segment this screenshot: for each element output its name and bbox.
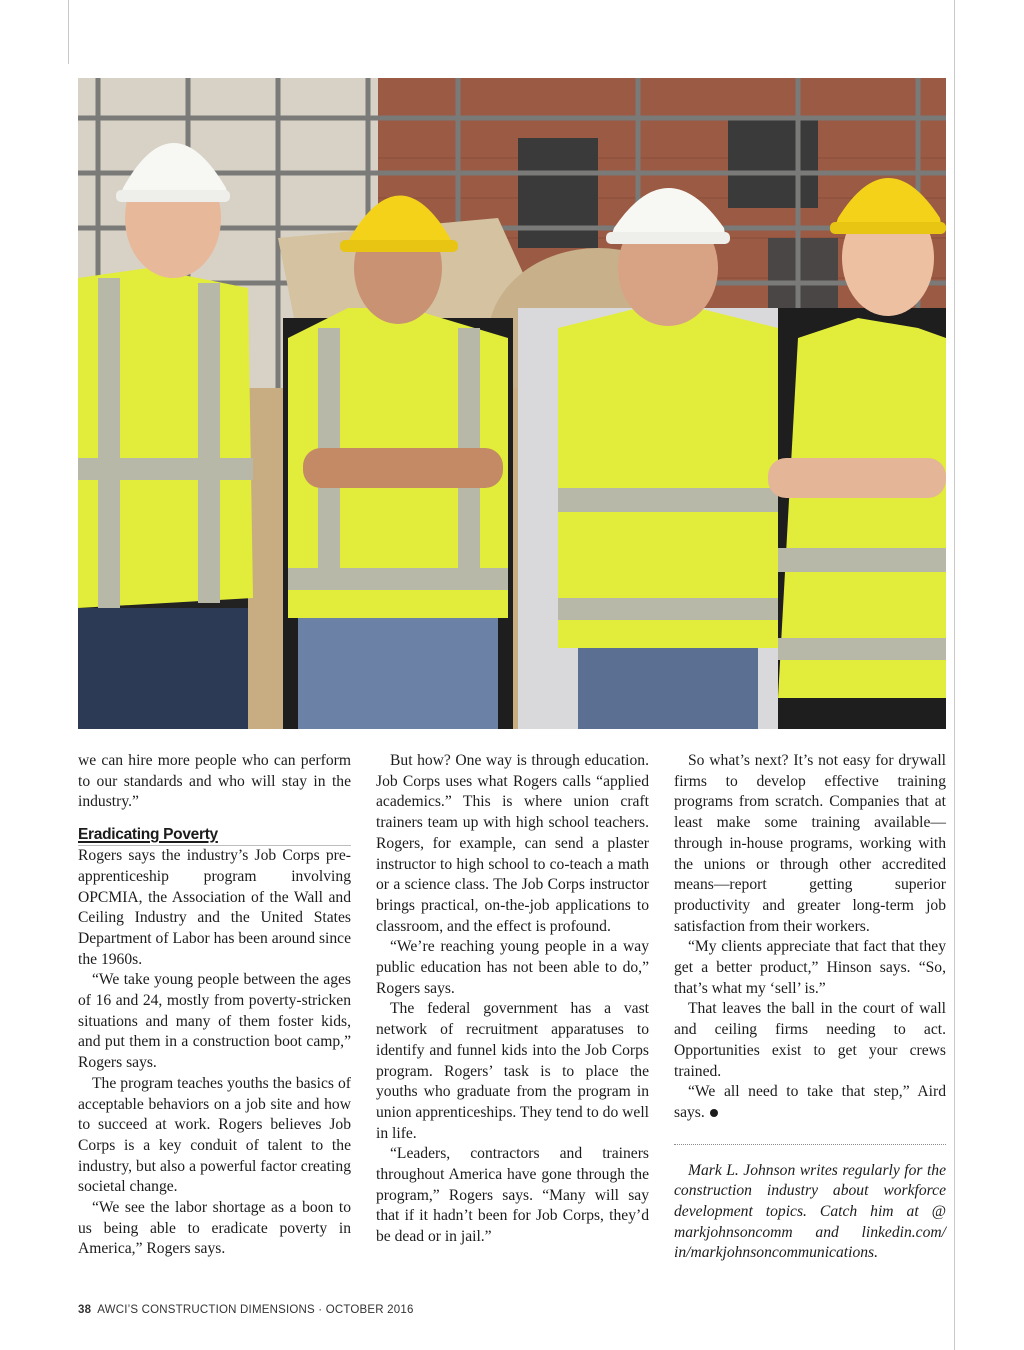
paragraph: “We take young people between the ages of 16 and 24, mostly from poverty-stricken situations and many of them foster kids, and put them in a construction boot camp,” Rogers says. [78, 971, 351, 1072]
column-2 [376, 751, 649, 1248]
page-edge-line [954, 0, 955, 1350]
author-bio: Mark L. Johnson writes regularly for the construction industry about workforce development topics. Catch him at @ markjohnsoncomm and linkedin.com/ in/markjohnsoncommunications. [674, 1161, 946, 1262]
page-footer [78, 1304, 414, 1316]
paragraph: Rogers says the industry’s Job Corps pre-apprenticeship program involving OPCMIA, the Association of the Wall and Ceiling Industry and the United States Department of Labor has been around since the 1960s. [78, 847, 351, 968]
paragraph: So what’s next? It’s not easy for drywall firms to develop effective training programs from scratch. Companies that at least make some training available—through in-house programs, working with the unions or through other accredited means—report getting superior productivity and greater long-term job satisfaction from their workers. [674, 752, 946, 935]
paragraph-final [674, 1082, 946, 1123]
divider [674, 1144, 946, 1145]
paragraph: “My clients appreciate that fact that they get a better product,” Hinson says. “So, that’s what my ‘sell’ is.” [674, 938, 946, 997]
paragraph: The federal government has a vast network of recruitment apparatuses to identify and funnel kids into the Job Corps program. Rogers’ task is to place the youths who graduate from the program in union apprenticeships. They tend to do well in life. [376, 1000, 649, 1142]
paragraph: “We see the labor shortage as a boon to us being able to eradicate poverty in America,” Rogers says. [78, 1199, 351, 1258]
publication-name: AWCI’S CONSTRUCTION DIMENSIONS · OCTOBER 2016 [97, 1304, 414, 1316]
section-heading: Eradicating Poverty [78, 825, 351, 846]
paragraph: “We’re reaching young people in a way public education has not been able to do,” Rogers says. [376, 938, 649, 997]
photo-illustration [78, 78, 946, 729]
page-number: 38 [78, 1304, 92, 1316]
paragraph: “Leaders, contractors and trainers throughout America have gone through the program,” Rogers says. “Many will say that if it hadn’t been for Job Corps, they’d be dead or in jail.” [376, 1145, 649, 1246]
end-mark-icon [710, 1109, 718, 1117]
paragraph: That leaves the ball in the court of wall and ceiling firms needing to act. Opportunities exist to get your crews trained. [674, 1000, 946, 1080]
column-3 [674, 751, 946, 1264]
crop-line-left [68, 0, 69, 64]
paragraph-text: “We all need to take that step,” Aird says. [674, 1083, 946, 1121]
photo-construction-workers [78, 78, 946, 729]
paragraph: The program teaches youths the basics of acceptable behaviors on a job site and how to succeed at work. Rogers believes Job Corps is a key conduit of talent to the industry, but also a powerful factor creating societal change. [78, 1074, 351, 1196]
paragraph: But how? One way is through education. Job Corps uses what Rogers calls “applied academics.” This is where union craft trainers team up with high school teachers. Rogers, for example, can send a plaster instructor to high school to co-teach a math or a science class. The Job Corps instructor brings practical, on-the-job applications to classroom, and the effect is profound. [376, 752, 649, 935]
column-1 [78, 751, 351, 1260]
paragraph: we can hire more people who can perform to our standards and who will stay in the industry.” [78, 752, 351, 811]
